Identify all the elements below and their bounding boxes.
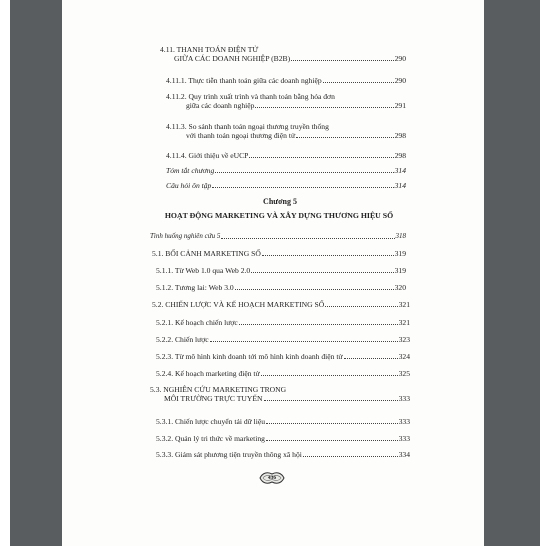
toc-page-number: 298 xyxy=(394,151,406,160)
leader-dots xyxy=(212,187,393,188)
toc-entry xyxy=(156,369,410,378)
leader-dots xyxy=(296,137,394,138)
toc-entry-label: 5.2.2. Chiến lược xyxy=(156,335,209,344)
leader-dots xyxy=(210,341,398,342)
leader-dots xyxy=(323,82,394,83)
toc-page-number: 290 xyxy=(394,76,406,85)
viewer-right-margin xyxy=(484,0,540,546)
toc-entry xyxy=(166,122,406,140)
toc-entry-label: 5.3.2. Quản lý tri thức về marketing xyxy=(156,434,265,443)
toc-entry xyxy=(166,166,406,175)
toc-entry-label: 4.11.2. Quy trình xuất trình và thanh toán bằng hóa đơn xyxy=(166,92,335,101)
leader-dots xyxy=(235,289,394,290)
toc-entry-label: Câu hỏi ôn tập xyxy=(166,181,212,190)
toc-entry xyxy=(166,76,406,85)
toc-page-number: 291 xyxy=(394,101,406,110)
leader-dots xyxy=(291,60,393,61)
leader-dots xyxy=(266,423,398,424)
toc-page-number: 314 xyxy=(394,166,406,175)
toc-entry-label-cont: GIỮA CÁC DOANH NGHIỆP (B2B) xyxy=(174,54,291,63)
toc-page-number: 334 xyxy=(398,450,410,459)
leader-dots xyxy=(303,456,398,457)
toc-entry-label: 5.1.1. Từ Web 1.0 qua Web 2.0 xyxy=(156,266,251,275)
leader-dots xyxy=(264,400,398,401)
leader-dots xyxy=(215,172,393,173)
chapter-number: Chương 5 xyxy=(263,197,297,206)
toc-page-number: 324 xyxy=(398,352,410,361)
toc-entry xyxy=(150,232,406,241)
toc-entry-label: Tình huống nghiên cứu 5 xyxy=(150,232,221,240)
toc-entry-label: 4.11.1. Thực tiễn thanh toán giữa các doanh nghiệp xyxy=(166,76,322,85)
leader-dots xyxy=(344,358,398,359)
toc-entry xyxy=(156,434,410,443)
toc-entry xyxy=(156,352,410,361)
toc-page-number: 321 xyxy=(398,300,410,309)
toc-entry-label: 5.3.1. Chiến lược chuyển tải dữ liệu xyxy=(156,417,266,426)
leader-dots xyxy=(266,440,398,441)
toc-entry xyxy=(166,151,406,160)
leader-dots xyxy=(239,324,398,325)
toc-page-number: 319 xyxy=(394,266,406,275)
toc-entry-label: 4.11.4. Giới thiệu về eUCP xyxy=(166,151,249,160)
toc-entry-label: 4.11. THANH TOÁN ĐIỆN TỬ xyxy=(160,45,259,54)
leader-dots xyxy=(221,238,394,239)
toc-entry-label: 5.2.4. Kế hoạch marketing điện tử xyxy=(156,369,260,378)
toc-entry-label: 5.2.1. Kế hoạch chiến lược xyxy=(156,318,238,327)
toc-entry-label: 5.1. BỐI CẢNH MARKETING SỐ xyxy=(152,249,261,258)
toc-entry xyxy=(160,45,406,63)
toc-entry xyxy=(156,335,410,344)
toc-entry xyxy=(150,385,410,403)
toc-entry-label: 5.2. CHIẾN LƯỢC VÀ KẾ HOẠCH MARKETING SỐ xyxy=(152,300,325,309)
toc-page-number: 319 xyxy=(394,249,406,258)
toc-page-number: 333 xyxy=(398,434,410,443)
toc-entry xyxy=(166,181,406,190)
page-number-ornament xyxy=(259,471,285,485)
toc-entry xyxy=(156,417,410,426)
leader-dots xyxy=(249,157,393,158)
leader-dots xyxy=(251,272,393,273)
toc-entry-label: 5.1.2. Tương lai: Web 3.0 xyxy=(156,283,234,292)
page-number: 436 xyxy=(267,475,277,481)
toc-entry xyxy=(152,249,406,258)
toc-entry-label: 5.3.3. Giám sát phương tiện truyền thông xã hội xyxy=(156,450,302,459)
leader-dots xyxy=(325,306,397,307)
leader-dots xyxy=(261,375,398,376)
toc-page-number: 314 xyxy=(394,181,406,190)
toc-entry xyxy=(166,92,406,110)
toc-entry-label: 5.2.3. Từ mô hình kinh doanh tới mô hình kinh doanh điện tử xyxy=(156,352,343,361)
toc-entry xyxy=(156,283,406,292)
toc-entry-label: 5.3. NGHIÊN CỨU MARKETING TRONG xyxy=(150,385,287,394)
toc-entry xyxy=(152,300,410,309)
toc-entry-label-cont: với thanh toán ngoại thương điện tử xyxy=(186,131,296,140)
toc-page-number: 298 xyxy=(394,131,406,140)
chapter-title: HOẠT ĐỘNG MARKETING VÀ XÂY DỰNG THƯƠNG HIỆU SỐ xyxy=(164,211,394,220)
leader-dots xyxy=(262,255,394,256)
toc-page-number: 321 xyxy=(398,318,410,327)
toc-page-number: 333 xyxy=(398,394,410,403)
toc-entry xyxy=(156,450,410,459)
leader-dots xyxy=(255,107,393,108)
toc-entry-label: 4.11.3. So sánh thanh toán ngoại thương truyền thống xyxy=(166,122,329,131)
toc-page-number: 318 xyxy=(395,232,406,240)
toc-entry-label: Tóm tắt chương xyxy=(166,166,215,175)
toc-page-number: 333 xyxy=(398,417,410,426)
toc-page-number: 290 xyxy=(394,54,406,63)
toc-page-number: 325 xyxy=(398,369,410,378)
viewer-left-margin xyxy=(10,0,62,546)
toc-page-number: 320 xyxy=(394,283,406,292)
toc-entry-label-cont: giữa các doanh nghiệp xyxy=(186,101,255,110)
toc-entry-label-cont: MÔI TRƯỜNG TRỰC TUYẾN xyxy=(164,394,263,403)
toc-entry xyxy=(156,318,410,327)
toc-entry xyxy=(156,266,406,275)
toc-page-number: 323 xyxy=(398,335,410,344)
